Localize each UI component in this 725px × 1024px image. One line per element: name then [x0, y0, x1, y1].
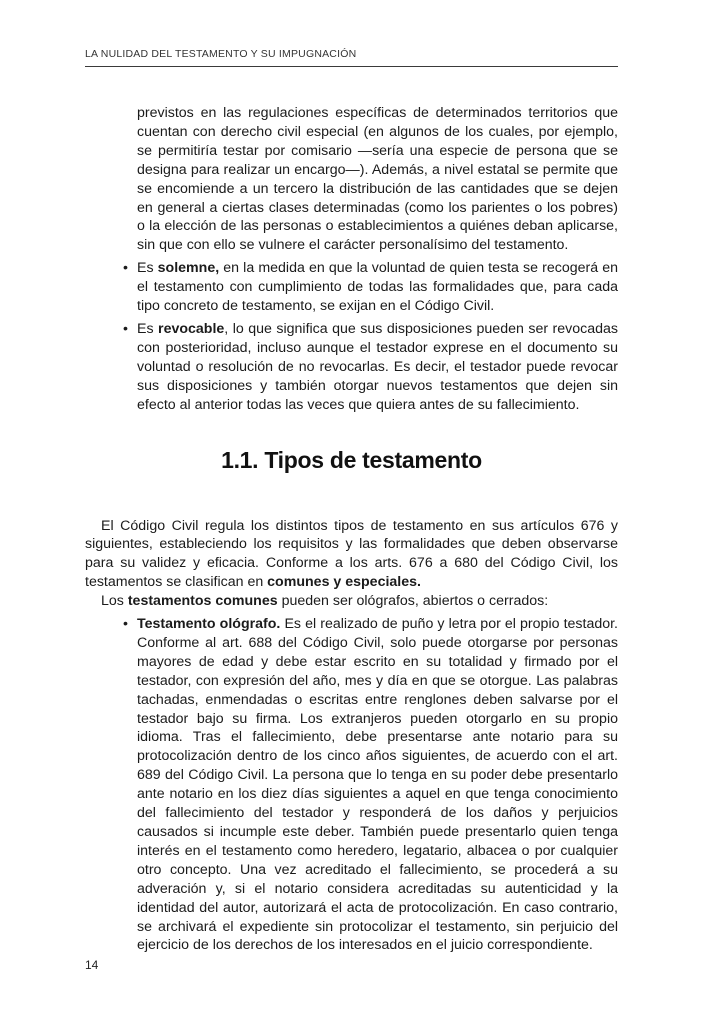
section-heading: 1.1. Tipos de testamento — [221, 446, 482, 473]
list-item-text: en la medida en que la voluntad de quien testa se recogerá en el testamento con cumplimiento de todas las formalidades que, para cada tipo concreto de testamento, se exijan en el Código Civil. — [137, 260, 619, 315]
list-item-lead: Es — [137, 260, 158, 277]
common-wills-text: pueden ser ológrafos, abiertos o cerrados: — [277, 593, 549, 610]
list-item-revocable — [123, 320, 618, 415]
list-item-lead: Es — [137, 320, 159, 337]
running-title: LA NULIDAD DEL TESTAMENTO Y SU IMPUGNACIÓN — [85, 48, 357, 60]
common-wills-paragraph — [85, 592, 618, 611]
intro-bold-term: comunes y especiales. — [267, 574, 421, 591]
intro-paragraph — [85, 517, 618, 593]
running-header — [85, 48, 618, 67]
common-wills-term: testamentos comunes — [127, 593, 278, 610]
common-wills-lead: Los — [101, 593, 128, 610]
characteristics-list — [85, 259, 618, 414]
bullet-icon: • — [123, 320, 128, 337]
list-item-olografo — [123, 615, 618, 955]
continuation-paragraph: previstos en las regulaciones específicas de determinados territorios que cuentan con derecho civil especial (en algunos de los cuales, por ejemplo, se permitiría testar por comisario —sería una especie de persona que se designa para realizar un encargo—). Además, a nivel estatal se permite que se encomiende a un tercero la distribución de las cantidades que se dejen en general a ciertas clases determinadas (como los parientes o los pobres) o la elección de las personas o establecimientos a quiénes deban aplicarse, sin que con ello se vulnere el carácter personalísimo del testamento. — [137, 105, 618, 254]
term-revocable: revocable — [158, 320, 225, 337]
bullet-icon: • — [123, 616, 128, 633]
list-item-text: Es el realizado de puño y letra por el propio testador. Conforme al art. 688 del Código Civil, solo puede otorgarse por personas mayores de edad y debe estar escrito en su totalidad y firmado por el testador, con expresión del año, mes y día en que se otorgue. Las palabras tachadas, enmendadas o escritas entre renglones deben salvarse por el testador bajo su firma. Los extranjeros pueden otorgarlo en su propio idioma. Tras el fallecimiento, debe presentarse ante notario para su protocolización dentro de los cinco años siguientes, de acuerdo con el art. 689 del Código Civil. La persona que lo tenga en su poder debe presentarlo ante notario en los diez días siguientes a aquel en que tenga conocimiento del fallecimiento del testador y responderá de los daños y perjuicios causados si incumple este deber. También puede presentarlo quien tenga interés en el testamento como heredero, legatario, albacea o por cualquier otro concepto. Una vez acreditado el fallecimiento, se procederá a su adveración y, si el notario considera acreditadas su autenticidad y la identidad del autor, autorizará el acta de protocolización. En caso contrario, se archivará el expediente sin protocolizar el testamento, sin perjuicio del ejercicio de los derechos de los interesados en el juicio correspondiente. — [137, 616, 618, 954]
list-item-solemne — [123, 259, 618, 316]
intro-text: El Código Civil regula los distintos tipos de testamento en sus artículos 676 y siguientes, estableciendo los requisitos y las formalidades que deben observarse para su validez y eficacia. Conforme a los arts. 676 a 680 del Código Civil, los testamentos se clasifican en — [85, 517, 618, 591]
bullet-icon: • — [123, 260, 128, 277]
term-solemne: solemne, — [157, 260, 220, 277]
page-body — [85, 104, 618, 955]
will-types-list — [85, 615, 618, 955]
page-number: 14 — [85, 958, 99, 972]
list-item-text: , lo que significa que sus disposiciones pueden ser revocadas con posterioridad, incluso aunque el testador exprese en el documento su voluntad o resolución de no revocarlas. Es decir, el testador puede revocar sus disposiciones y también otorgar nuevos testamentos que dejen sin efecto al anterior todas las veces que quiera antes de su fallecimiento. — [137, 320, 618, 413]
term-olografo: Testamento ológrafo. — [137, 616, 281, 633]
